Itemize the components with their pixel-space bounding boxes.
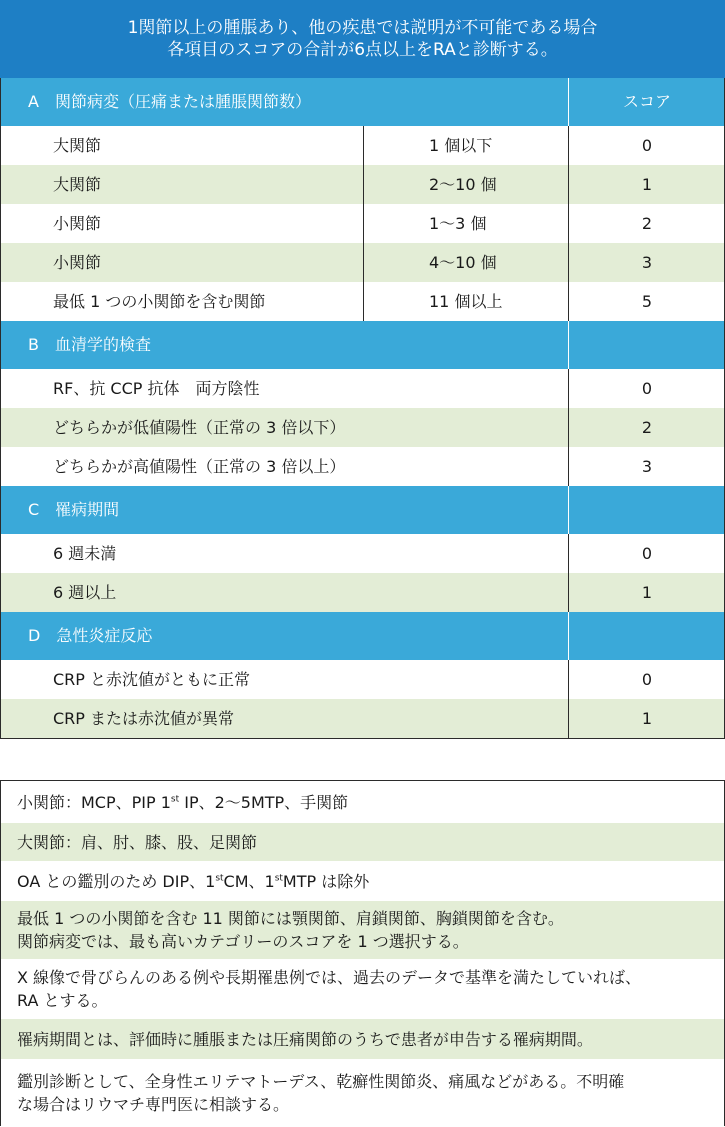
table-row: [1, 660, 724, 699]
row-count: 1 個以下: [429, 136, 493, 155]
note-oa-exclusion: [1, 861, 724, 901]
row-score: 1: [641, 175, 653, 194]
note-xray: [1, 959, 724, 1019]
column-divider: [568, 165, 569, 204]
table-row: [1, 126, 724, 165]
note-part: IP、2〜5MTP、手関節: [179, 792, 349, 812]
section-c-header: [1, 486, 724, 534]
note-eleven-joints: [1, 901, 724, 959]
note-text: [17, 966, 641, 1012]
note-text: [17, 1070, 624, 1116]
column-divider: [568, 660, 569, 699]
row-label: RF、抗 CCP 抗体 両方陰性: [53, 379, 260, 398]
row-label: 小関節: [53, 214, 102, 233]
column-divider: [363, 204, 364, 243]
table-row: [1, 699, 724, 738]
note-superscript: st: [274, 873, 283, 884]
row-label: 最低 1 つの小関節を含む関節: [53, 292, 266, 311]
column-divider: [568, 573, 569, 612]
note-line: な場合はリウマチ専門医に相談する。: [17, 1095, 290, 1114]
scoring-table: [0, 78, 725, 739]
column-divider: [568, 321, 569, 369]
row-score: 2: [641, 418, 653, 437]
row-label: 小関節: [53, 253, 102, 272]
table-row: [1, 369, 724, 408]
header-line-2: 各項目のスコアの合計が6点以上をRAと診断する。: [167, 40, 558, 60]
column-divider: [568, 534, 569, 573]
column-divider: [568, 126, 569, 165]
column-divider: [568, 282, 569, 321]
table-row: [1, 534, 724, 573]
column-divider: [568, 369, 569, 408]
column-divider: [363, 126, 364, 165]
row-count: 2〜10 個: [429, 175, 497, 194]
row-label: CRP または赤沈値が異常: [53, 709, 235, 728]
note-differential-diagnosis: [1, 1059, 724, 1127]
section-b-header: [1, 321, 724, 369]
row-label: 大関節: [53, 175, 102, 194]
table-row: [1, 408, 724, 447]
note-superscript: st: [215, 873, 224, 884]
table-row: [1, 282, 724, 321]
note-line: 最低 1 つの小関節を含む 11 関節には顎関節、肩鎖関節、胸鎖関節を含む。: [17, 909, 564, 928]
note-text: [17, 791, 348, 814]
column-divider: [568, 486, 569, 534]
notes-box: [0, 780, 725, 1126]
note-text: 大関節：肩、肘、膝、股、足関節: [17, 832, 258, 852]
note-line: 関節病変では、最も高いカテゴリーのスコアを 1 つ選択する。: [17, 932, 469, 951]
column-divider: [568, 699, 569, 738]
table-row: [1, 204, 724, 243]
note-part: MTP は除外: [282, 871, 370, 891]
criteria-header-banner: [0, 0, 725, 78]
score-column-header: スコア: [622, 92, 671, 111]
note-part: OA との鑑別のため DIP、1: [17, 871, 216, 891]
row-score: 2: [641, 214, 653, 233]
column-divider: [363, 165, 364, 204]
row-count: 4〜10 個: [429, 253, 497, 272]
table-row: [1, 447, 724, 486]
table-row: [1, 165, 724, 204]
section-d-header: [1, 612, 724, 660]
row-score: 3: [641, 253, 653, 272]
row-score: 3: [641, 457, 653, 476]
table-row: [1, 573, 724, 612]
section-b-title: B 血清学的検査: [28, 335, 151, 354]
row-label: どちらかが低値陽性（正常の 3 倍以下）: [53, 418, 346, 437]
row-label: 6 週以上: [53, 583, 117, 602]
note-line: X 線像で骨びらんのある例や長期罹患例では、過去のデータで基準を満たしていれば、: [17, 968, 642, 987]
column-divider: [363, 282, 364, 321]
column-divider: [568, 204, 569, 243]
note-disease-duration: [1, 1019, 724, 1059]
note-small-joints: [1, 781, 724, 823]
row-label: CRP と赤沈値がともに正常: [53, 670, 251, 689]
note-text: [17, 907, 564, 953]
note-text: [17, 870, 369, 893]
row-score: 0: [641, 136, 653, 155]
note-large-joints: [1, 823, 724, 861]
note-line: RA とする。: [17, 991, 108, 1010]
note-superscript: st: [170, 794, 180, 805]
row-label: どちらかが高値陽性（正常の 3 倍以上）: [53, 457, 346, 476]
section-a-title: A 関節病変（圧痛または腫脹関節数）: [28, 92, 311, 111]
note-part: CM、1: [223, 871, 275, 891]
row-score: 1: [641, 583, 653, 602]
column-divider: [568, 408, 569, 447]
row-count: 11 個以上: [429, 292, 503, 311]
row-score: 0: [641, 379, 653, 398]
section-c-title: C 罹病期間: [28, 500, 120, 519]
note-part: 小関節：MCP、PIP 1: [17, 792, 171, 812]
table-row: [1, 243, 724, 282]
column-divider: [363, 243, 364, 282]
row-count: 1〜3 個: [429, 214, 487, 233]
column-divider: [568, 243, 569, 282]
note-line: 鑑別診断として、全身性エリテマトーデス、乾癬性関節炎、痛風などがある。不明確: [17, 1072, 625, 1091]
note-text: 罹病期間とは、評価時に腫脹または圧痛関節のうちで患者が申告する罹病期間。: [17, 1029, 593, 1049]
column-divider: [568, 612, 569, 660]
row-score: 0: [641, 670, 653, 689]
section-a-header: [1, 78, 724, 126]
header-line-1: 1関節以上の腫脹あり、他の疾患では説明が不可能である場合: [127, 18, 598, 38]
column-divider: [568, 78, 569, 126]
row-label: 6 週未満: [53, 544, 117, 563]
row-score: 0: [641, 544, 653, 563]
row-label: 大関節: [53, 136, 102, 155]
row-score: 5: [641, 292, 653, 311]
row-score: 1: [641, 709, 653, 728]
section-d-title: D 急性炎症反応: [28, 626, 153, 645]
column-divider: [568, 447, 569, 486]
